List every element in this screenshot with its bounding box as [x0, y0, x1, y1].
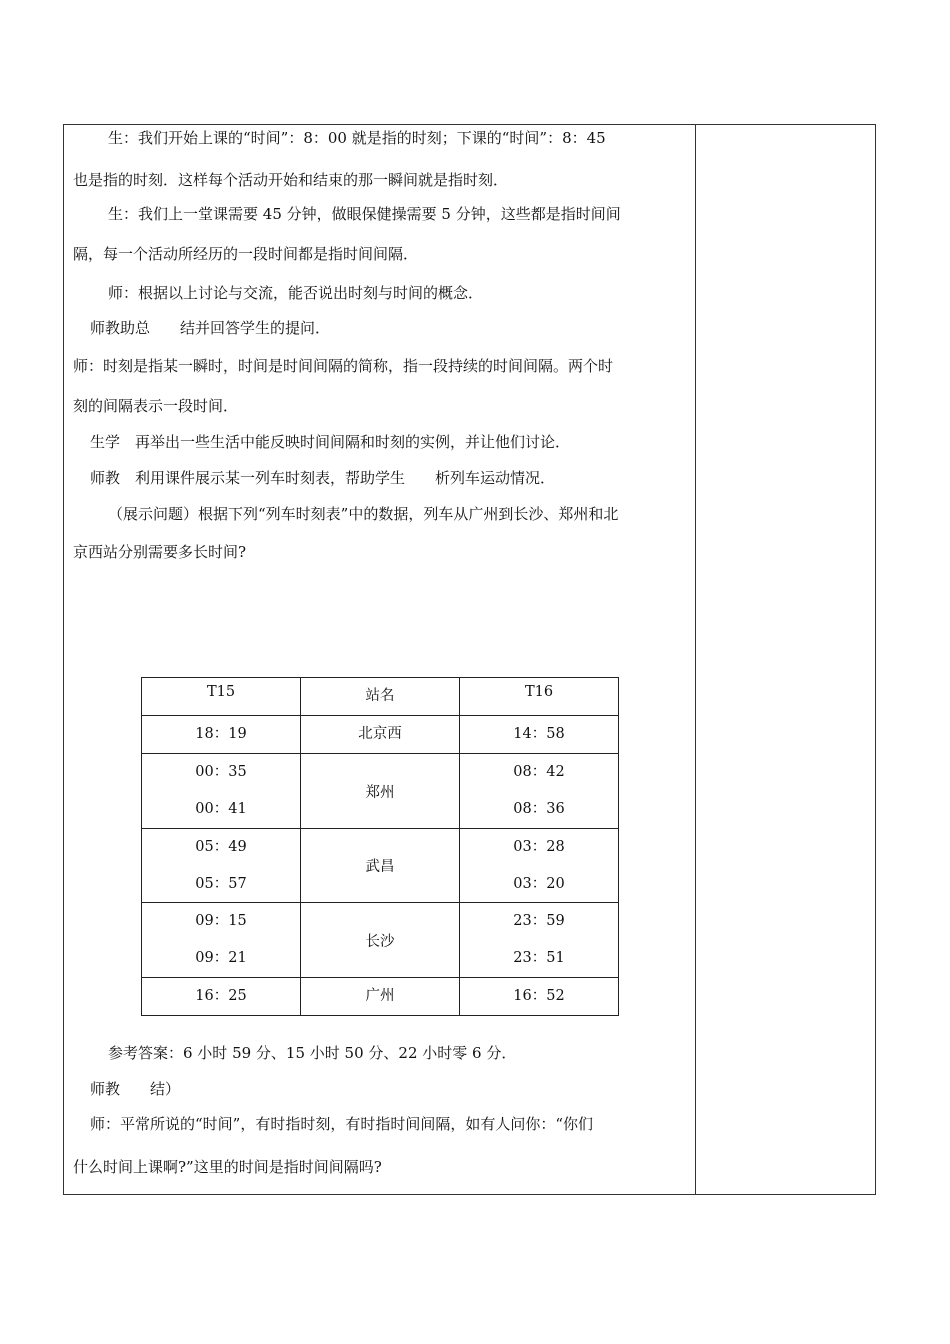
station-cell: 广州 — [365, 987, 395, 1004]
time-cell: 23：51 — [513, 950, 565, 967]
paragraph: 隔，每一个活动所经历的一段时间都是指时间间隔． — [73, 245, 419, 263]
time-cell: 23：59 — [513, 913, 565, 930]
paragraph: 刻的间隔表示一段时间． — [73, 397, 239, 415]
notes-column-divider — [695, 124, 696, 1195]
time-cell: 00：35 — [195, 764, 247, 781]
station-cell: 武昌 — [301, 828, 460, 902]
time-cell: 08：42 — [513, 764, 565, 781]
table-row — [142, 828, 619, 902]
paragraph: 师教 结） — [90, 1080, 181, 1098]
train-timetable — [141, 677, 619, 1016]
time-cell: 14：58 — [513, 726, 565, 743]
paragraph: 师教助总 结并回答学生的提问． — [90, 319, 331, 337]
answer-paragraph: 参考答案：6 小时 59 分、15 小时 50 分、22 小时零 6 分． — [108, 1044, 517, 1062]
table-row — [142, 754, 619, 828]
table-row — [142, 977, 619, 1015]
time-cell: 09：15 — [195, 913, 247, 930]
paragraph: 什么时间上课啊?”这里的时间是指时间间隔吗? — [73, 1158, 382, 1176]
time-cell: 05：49 — [195, 838, 247, 855]
header-t16: T16 — [460, 678, 619, 716]
paragraph: 生：我们开始上课的“时间”：8：00 就是指的时刻；下课的“时间”：8：45 — [108, 129, 606, 147]
time-cell: 00：41 — [195, 801, 247, 818]
header-t15: T15 — [142, 678, 301, 716]
paragraph: 师：时刻是指某一瞬时，时间是时间间隔的简称，指一段持续的时间间隔。两个时 — [73, 357, 614, 375]
paragraph: （展示问题）根据下列“列车时刻表”中的数据，列车从广州到长沙、郑州和北 — [108, 505, 619, 523]
header-station: 站名 — [301, 678, 460, 716]
time-cell: 08：36 — [513, 801, 565, 818]
time-cell: 09：21 — [195, 950, 247, 967]
time-cell: 03：20 — [513, 875, 565, 892]
paragraph: 师：平常所说的“时间”，有时指时刻，有时指时间间隔，如有人问你：“你们 — [90, 1115, 594, 1133]
time-cell: 05：57 — [195, 875, 247, 892]
time-cell: 03：28 — [513, 838, 565, 855]
time-cell: 16：25 — [195, 987, 247, 1004]
paragraph: 师教 利用课件展示某一列车时刻表，帮助学生 析列车运动情况． — [90, 469, 556, 487]
paragraph: 京西站分别需要多长时间? — [73, 543, 247, 561]
station-cell: 长沙 — [301, 903, 460, 977]
table-header-row — [142, 678, 619, 716]
paragraph: 生学 再举出一些生活中能反映时间间隔和时刻的实例，并让他们讨论． — [90, 433, 571, 451]
time-cell: 16：52 — [513, 987, 565, 1004]
paragraph: 也是指的时刻．这样每个活动开始和结束的那一瞬间就是指时刻． — [73, 171, 509, 189]
table-row — [142, 903, 619, 977]
paragraph: 生：我们上一堂课需要 45 分钟，做眼保健操需要 5 分钟，这些都是指时间间 — [108, 205, 621, 223]
table-row — [142, 716, 619, 754]
station-cell: 郑州 — [301, 754, 460, 828]
paragraph: 师：根据以上讨论与交流，能否说出时刻与时间的概念． — [108, 284, 484, 302]
station-cell: 北京西 — [358, 726, 402, 743]
time-cell: 18：19 — [195, 726, 247, 743]
